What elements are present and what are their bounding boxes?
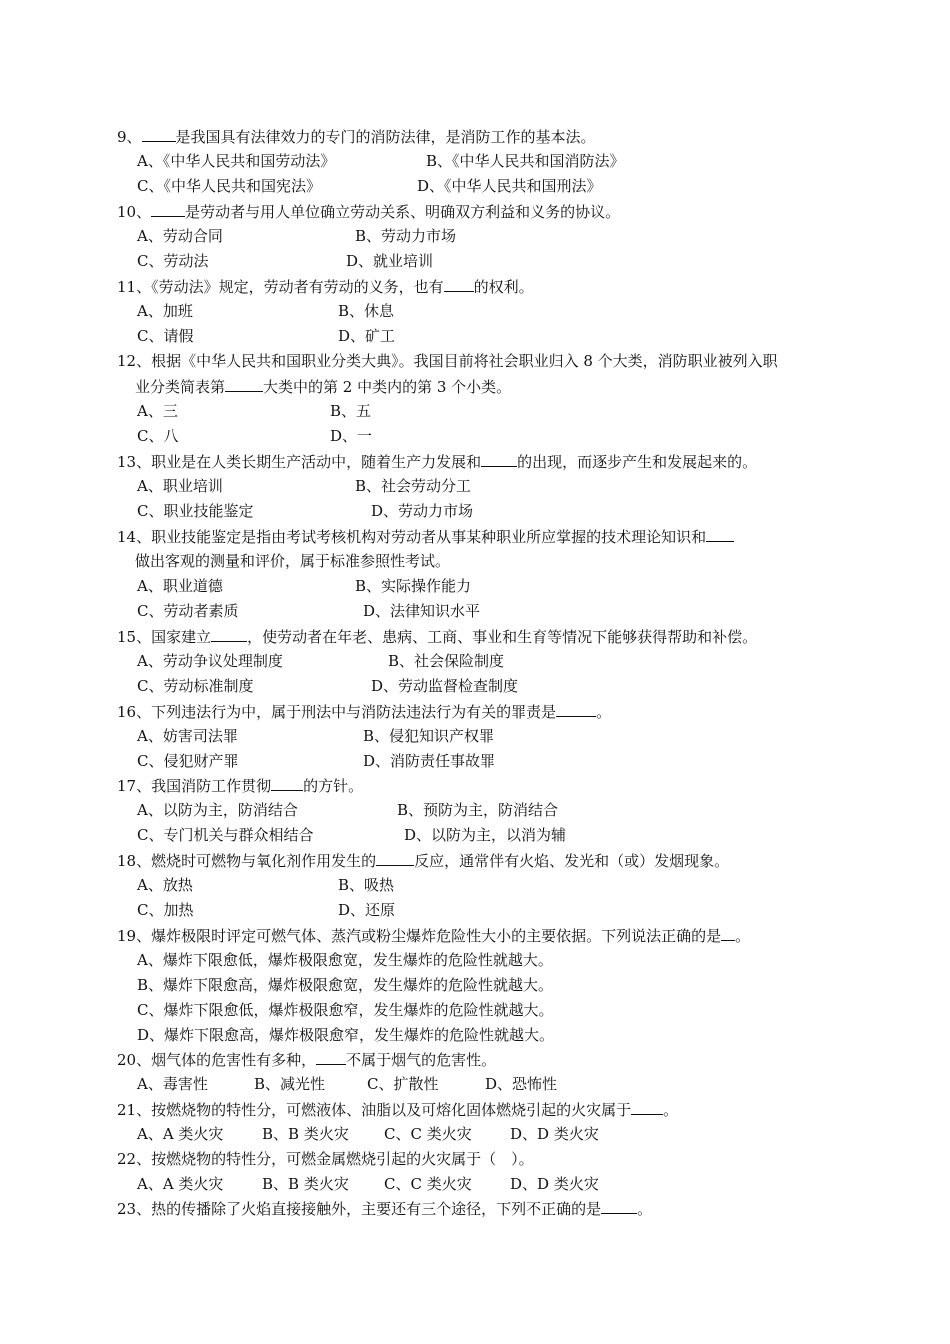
answer-blank xyxy=(151,201,185,217)
question-23 xyxy=(117,1198,652,1219)
question-17-option-d: D、以防为主，以消为辅 xyxy=(404,826,567,844)
question-14-option-d: D、法律知识水平 xyxy=(363,602,481,620)
question-17-option-b: B、预防为主，防消结合 xyxy=(397,801,559,819)
question-12-option-a: A、三 xyxy=(137,402,178,420)
question-11-text-post: 的权利。 xyxy=(473,278,534,296)
question-10-number: 10、 xyxy=(117,203,152,221)
question-10 xyxy=(117,201,620,222)
question-18-text-post: 反应，通常伴有火焰、发光和（或）发烟现象。 xyxy=(414,852,730,870)
question-18-option-b: B、吸热 xyxy=(338,876,395,894)
question-21-option-d: D、D 类火灾 xyxy=(510,1125,599,1143)
question-18-option-a: A、放热 xyxy=(137,876,193,894)
question-11 xyxy=(117,276,534,297)
question-19-option-a: A、爆炸下限愈低，爆炸极限愈宽，发生爆炸的危险性就越大。 xyxy=(137,951,553,969)
question-17-text-pre: 17、我国消防工作贯彻 xyxy=(117,777,272,795)
question-18-option-d: D、还原 xyxy=(338,901,396,919)
question-16 xyxy=(117,701,611,722)
answer-blank xyxy=(225,376,263,392)
question-9-option-d: D、《中华人民共和国刑法》 xyxy=(417,177,602,195)
question-16-option-a: A、妨害司法罪 xyxy=(137,727,238,745)
question-13 xyxy=(117,451,757,472)
question-21-option-c: C、C 类火灾 xyxy=(384,1125,472,1143)
answer-blank xyxy=(444,276,474,292)
question-11-option-d: D、矿工 xyxy=(338,327,396,345)
question-16-option-b: B、侵犯知识产权罪 xyxy=(363,727,495,745)
question-10-option-d: D、就业培训 xyxy=(346,252,434,270)
question-22-option-c: C、C 类火灾 xyxy=(384,1175,472,1193)
answer-blank xyxy=(481,451,517,467)
question-11-text-pre: 11、《劳动法》规定，劳动者有劳动的义务，也有 xyxy=(117,278,444,296)
question-9 xyxy=(117,126,596,147)
answer-blank xyxy=(721,925,735,941)
answer-blank xyxy=(706,526,734,542)
question-9-option-a: A、《中华人民共和国劳动法》 xyxy=(137,152,336,170)
answer-blank xyxy=(376,850,414,866)
question-23-text-pre: 23、热的传播除了火焰直接接触外，主要还有三个途径，下列不正确的是 xyxy=(117,1200,602,1218)
question-12-text-post: 大类中的第 2 中类内的第 3 个小类。 xyxy=(263,378,512,396)
question-13-option-d: D、劳动力市场 xyxy=(371,502,474,520)
answer-blank xyxy=(211,626,247,642)
question-19-text-pre: 19、爆炸极限时评定可燃气体、蒸汽或粉尘爆炸危险性大小的主要依据。下列说法正确的是 xyxy=(117,927,722,945)
question-15-option-b: B、社会保险制度 xyxy=(388,652,505,670)
question-15-text-pre: 15、国家建立 xyxy=(117,628,212,646)
question-11-option-b: B、休息 xyxy=(338,302,395,320)
question-10-text: 是劳动者与用人单位确立劳动关系、明确双方利益和义务的协议。 xyxy=(185,203,621,221)
question-18-text-pre: 18、燃烧时可燃物与氧化剂作用发生的 xyxy=(117,852,377,870)
answer-blank xyxy=(601,1198,637,1214)
question-12-option-b: B、五 xyxy=(330,402,372,420)
answer-blank xyxy=(631,1099,663,1115)
question-22-option-a: A、A 类火灾 xyxy=(137,1175,224,1193)
question-19-option-c: C、爆炸下限愈低，爆炸极限愈窄，发生爆炸的危险性就越大。 xyxy=(137,1001,554,1019)
question-13-option-b: B、社会劳动分工 xyxy=(355,477,472,495)
question-15-option-c: C、劳动标准制度 xyxy=(137,677,254,695)
question-20 xyxy=(117,1049,496,1070)
question-20-option-c: C、扩散性 xyxy=(367,1075,439,1093)
question-15-option-a: A、劳动争议处理制度 xyxy=(137,652,283,670)
question-12-text-pre: 业分类简表第 xyxy=(135,378,226,396)
question-21-option-b: B、B 类火灾 xyxy=(262,1125,349,1143)
question-16-option-c: C、侵犯财产罪 xyxy=(137,752,239,770)
question-19 xyxy=(117,925,750,946)
question-20-option-b: B、减光性 xyxy=(254,1075,326,1093)
question-12: 12、根据《中华人民共和国职业分类大典》。我国目前将社会职业归入 8 个大类，消防职业被列入职 xyxy=(117,352,778,370)
question-10-option-b: B、劳动力市场 xyxy=(355,227,457,245)
question-20-text-pre: 20、烟气体的危害性有多种， xyxy=(117,1051,317,1069)
question-23-text-post: 。 xyxy=(637,1200,653,1218)
question-16-text-pre: 16、下列违法行为中，属于刑法中与消防法违法行为有关的罪责是 xyxy=(117,703,557,721)
question-22-option-b: B、B 类火灾 xyxy=(262,1175,349,1193)
question-15-option-d: D、劳动监督检查制度 xyxy=(371,677,519,695)
question-19-option-b: B、爆炸下限愈高，爆炸极限愈宽，发生爆炸的危险性就越大。 xyxy=(137,976,554,994)
question-10-option-a: A、劳动合同 xyxy=(137,227,223,245)
question-13-text-pre: 13、职业是在人类长期生产活动中，随着生产力发展和 xyxy=(117,453,482,471)
question-16-text-post: 。 xyxy=(596,703,612,721)
question-12-option-d: D、一 xyxy=(330,427,373,445)
question-22: 22、按燃烧物的特性分，可燃金属燃烧引起的火灾属于（ ）。 xyxy=(117,1150,534,1168)
question-9-text: 是我国具有法律效力的专门的消防法律，是消防工作的基本法。 xyxy=(175,128,596,146)
question-9-option-b: B、《中华人民共和国消防法》 xyxy=(426,152,625,170)
question-9-number: 9、 xyxy=(117,128,142,146)
question-21-text-pre: 21、按燃烧物的特性分，可燃液体、油脂以及可熔化固体燃烧引起的火灾属于 xyxy=(117,1101,632,1119)
question-18 xyxy=(117,850,729,871)
question-17-option-c: C、专门机关与群众相结合 xyxy=(137,826,314,844)
question-14-option-c: C、劳动者素质 xyxy=(137,602,239,620)
question-21-text-post: 。 xyxy=(663,1101,679,1119)
question-21 xyxy=(117,1099,678,1120)
question-15 xyxy=(117,626,757,647)
question-14-continuation: 做出客观的测量和评价，属于标准参照性考试。 xyxy=(135,552,451,570)
answer-blank xyxy=(271,775,303,791)
question-22-option-d: D、D 类火灾 xyxy=(510,1175,599,1193)
question-9-option-c: C、《中华人民共和国宪法》 xyxy=(137,177,321,195)
question-12-continuation xyxy=(135,376,511,397)
question-20-option-a: A、毒害性 xyxy=(137,1075,208,1093)
answer-blank xyxy=(142,126,176,142)
question-17-text-post: 的方针。 xyxy=(303,777,364,795)
question-18-option-c: C、加热 xyxy=(137,901,194,919)
question-14-text-pre: 14、职业技能鉴定是指由考试考核机构对劳动者从事某种职业所应掌握的技术理论知识和 xyxy=(117,528,707,546)
question-20-text-post: 不属于烟气的危害性。 xyxy=(346,1051,497,1069)
question-14 xyxy=(117,526,734,547)
question-14-option-a: A、职业道德 xyxy=(137,577,223,595)
question-13-text-post: 的出现，而逐步产生和发展起来的。 xyxy=(517,453,758,471)
answer-blank xyxy=(556,701,596,717)
question-13-option-c: C、职业技能鉴定 xyxy=(137,502,254,520)
question-15-text-post: ，使劳动者在年老、患病、工商、事业和生育等情况下能够获得帮助和补偿。 xyxy=(247,628,758,646)
question-17-option-a: A、以防为主，防消结合 xyxy=(137,801,298,819)
question-21-option-a: A、A 类火灾 xyxy=(137,1125,224,1143)
answer-blank xyxy=(316,1049,346,1065)
question-10-option-c: C、劳动法 xyxy=(137,252,209,270)
question-13-option-a: A、职业培训 xyxy=(137,477,223,495)
question-11-option-a: A、加班 xyxy=(137,302,193,320)
question-16-option-d: D、消防责任事故罪 xyxy=(363,752,496,770)
question-11-option-c: C、请假 xyxy=(137,327,194,345)
question-12-option-c: C、八 xyxy=(137,427,179,445)
question-19-text-post: 。 xyxy=(735,927,751,945)
question-17 xyxy=(117,775,363,796)
question-19-option-d: D、爆炸下限愈高，爆炸极限愈窄，发生爆炸的危险性就越大。 xyxy=(137,1026,555,1044)
question-20-option-d: D、恐怖性 xyxy=(485,1075,558,1093)
question-14-option-b: B、实际操作能力 xyxy=(355,577,472,595)
